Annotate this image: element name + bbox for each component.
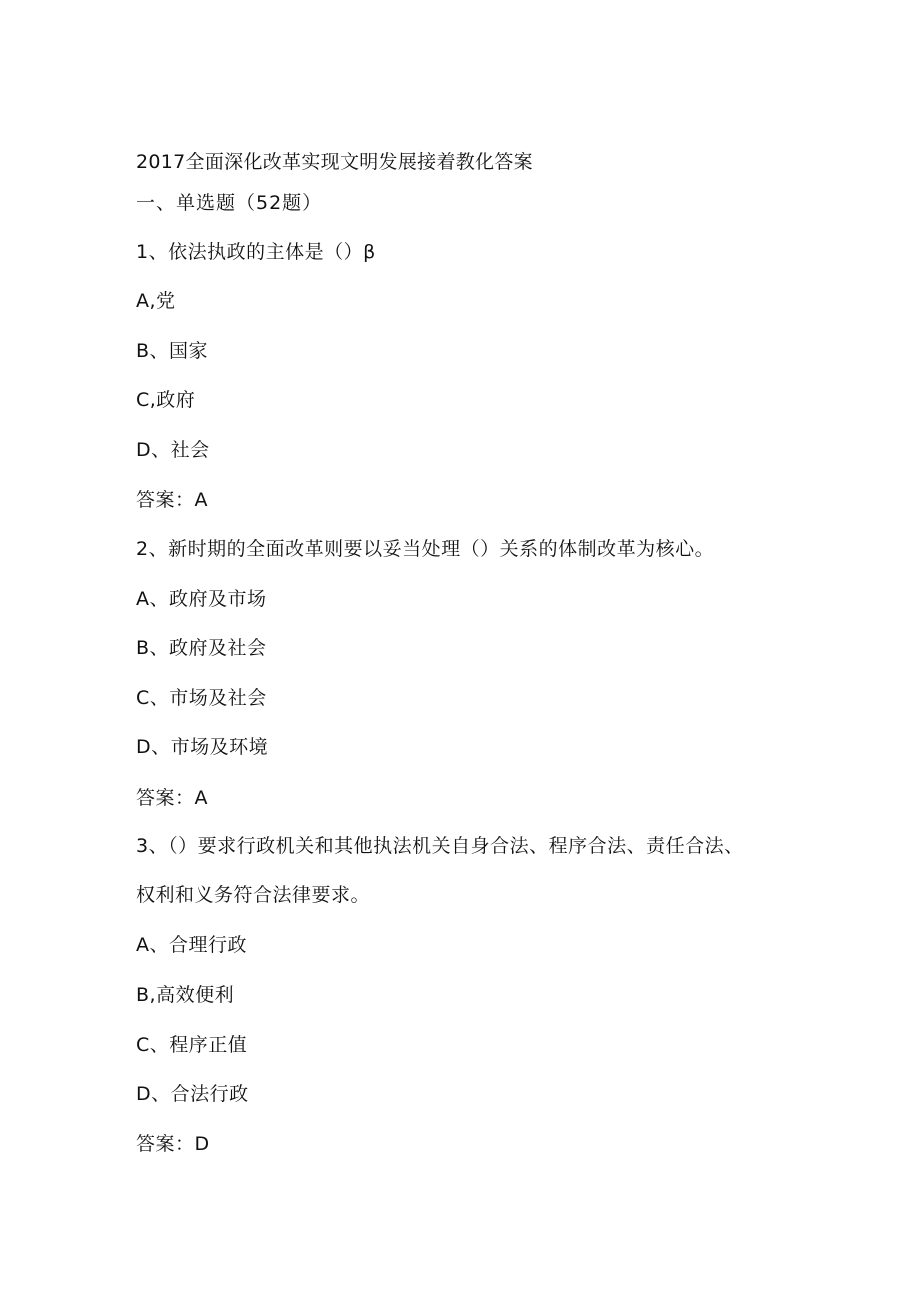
question-2-option-a: A、政府及市场 — [136, 588, 267, 610]
question-3-option-a: A、合理行政 — [136, 934, 247, 956]
section-heading: 一、单选题（52题） — [136, 192, 323, 214]
question-2-option-b: B、政府及社会 — [136, 637, 267, 659]
question-3-option-b: B,高效便利 — [136, 984, 235, 1006]
question-1-stem: 1、依法执政的主体是（）β — [136, 241, 376, 263]
question-2-option-d: D、市场及环境 — [136, 736, 269, 758]
question-3-answer: 答案：D — [136, 1133, 210, 1155]
question-3-stem-line-2: 权利和义务符合法律要求。 — [136, 884, 371, 906]
question-1-option-c: C,政府 — [136, 389, 196, 411]
question-1-option-d: D、社会 — [136, 439, 210, 461]
question-1-option-a: A,党 — [136, 290, 176, 312]
question-1-option-b: B、国家 — [136, 340, 209, 362]
question-2-option-c: C、市场及社会 — [136, 687, 267, 709]
question-2-answer: 答案：A — [136, 787, 208, 809]
question-2-stem: 2、新时期的全面改革则要以妥当处理（）关系的体制改革为核心。 — [136, 538, 715, 560]
question-3-option-c: C、程序正值 — [136, 1034, 248, 1056]
question-1-answer: 答案：A — [136, 489, 208, 511]
question-3-option-d: D、合法行政 — [136, 1083, 249, 1105]
document-title: 2017全面深化改革实现文明发展接着教化答案 — [136, 151, 533, 173]
question-3-stem-line-1: 3、（）要求行政机关和其他执法机关自身合法、程序合法、责任合法、 — [136, 835, 744, 857]
